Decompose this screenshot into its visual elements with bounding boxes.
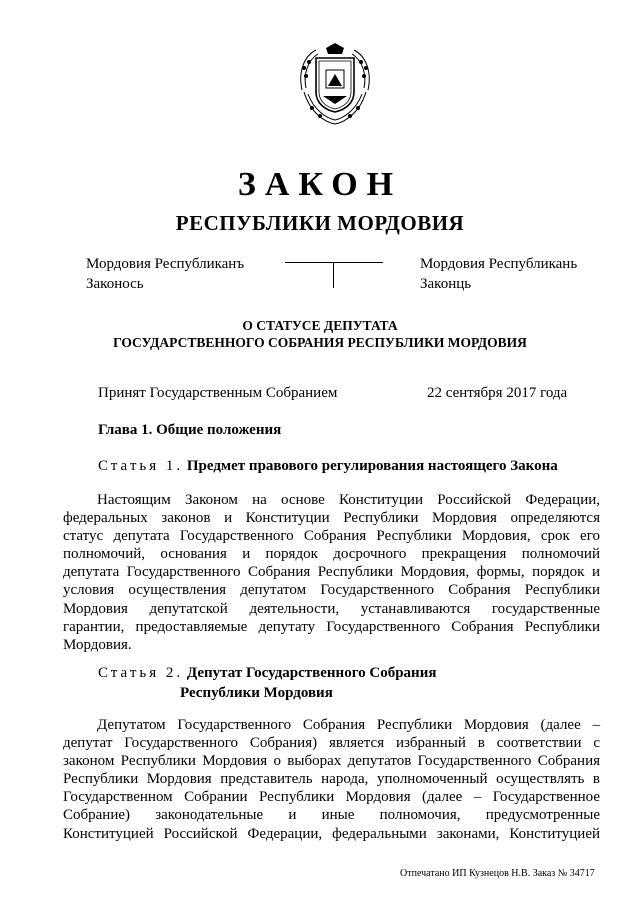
article-title: Депутат Государственного Собрания [186, 665, 437, 681]
paragraph-line: Государственном Собрании Республики Мордовия (далее – Государственное [63, 789, 600, 806]
erzya-title [420, 254, 577, 294]
header-divider-vertical [333, 262, 334, 288]
article-title-continuation: Республики Мордовия [180, 685, 333, 701]
law-title [0, 317, 640, 351]
article-2-heading [98, 663, 436, 703]
paragraph-line: полномочий, основания и порядок досрочного прекращения полномочий [63, 546, 600, 563]
article-1-paragraph [63, 491, 600, 654]
paragraph-line: депутата Государственного Собрания Республики Мордовия, формы, порядок и [63, 564, 600, 581]
moksha-title [86, 254, 244, 294]
erzya-title-line: Законць [420, 276, 472, 292]
moksha-title-line: Мордовия Республиканъ [86, 256, 245, 272]
paragraph-line: Собрание) законодательные и иные полномочия, предусмотренные [63, 807, 600, 824]
paragraph-line: Мордовия депутатской деятельности, устанавливаются государственные [63, 600, 600, 617]
article-title: Предмет правового регулирования настоящего Закона [186, 458, 558, 474]
paragraph-line: Мордовия. [63, 636, 132, 653]
article-2-paragraph [63, 716, 600, 843]
law-title-line: О СТАТУСЕ ДЕПУТАТА [242, 318, 398, 333]
header-divider [285, 262, 383, 263]
document-title: ЗАКОН [237, 166, 403, 203]
moksha-title-line: Законось [86, 276, 144, 292]
document-subtitle: РЕСПУБЛИКИ МОРДОВИЯ [175, 211, 465, 235]
article-label: Статья 1. [98, 458, 184, 474]
article-1-heading [98, 458, 558, 475]
paragraph-line: Настоящим Законом на основе Конституции Российской Федерации, [97, 492, 600, 508]
adoption-date: 22 сентября 2017 года [427, 385, 568, 401]
law-title-line: ГОСУДАРСТВЕННОГО СОБРАНИЯ РЕСПУБЛИКИ МОРДОВИЯ [113, 335, 527, 350]
paragraph-line: Депутатом Государственного Собрания Республики Мордовия (далее – [97, 717, 600, 733]
paragraph-line: статус депутата Государственного Собрания Республики Мордовия, срок его [63, 528, 600, 545]
erzya-title-line: Мордовия Республикань [420, 256, 578, 272]
paragraph-line: законом Республики Мордовия о выборах депутатов Государственного Собрания [63, 753, 600, 770]
paragraph-line: Республики Мордовия представитель народа, уполномоченный осуществлять в [63, 771, 600, 788]
article-label: Статья 2. [98, 665, 184, 681]
paragraph-line: условия осуществления депутатом Государственного Собрания Республики [63, 582, 600, 599]
chapter-heading: Глава 1. Общие положения [98, 422, 282, 438]
coat-of-arms-icon [296, 42, 374, 126]
paragraph-line: Конституцией Российской Федерации, федеральными законами, Конституцией [63, 825, 600, 842]
paragraph-line: федеральных законов и Конституции Республики Мордовия определяются [63, 510, 600, 527]
adoption-body: Принят Государственным Собранием [98, 385, 338, 401]
printer-imprint: Отпечатано ИП Кузнецов Н.В. Заказ № 34717 [400, 868, 595, 879]
paragraph-line: гарантии, предоставляемые депутату Государственного Собрания Республики [63, 618, 600, 635]
paragraph-line: депутат Государственного Собрания) является избранный в соответствии с [63, 735, 600, 752]
